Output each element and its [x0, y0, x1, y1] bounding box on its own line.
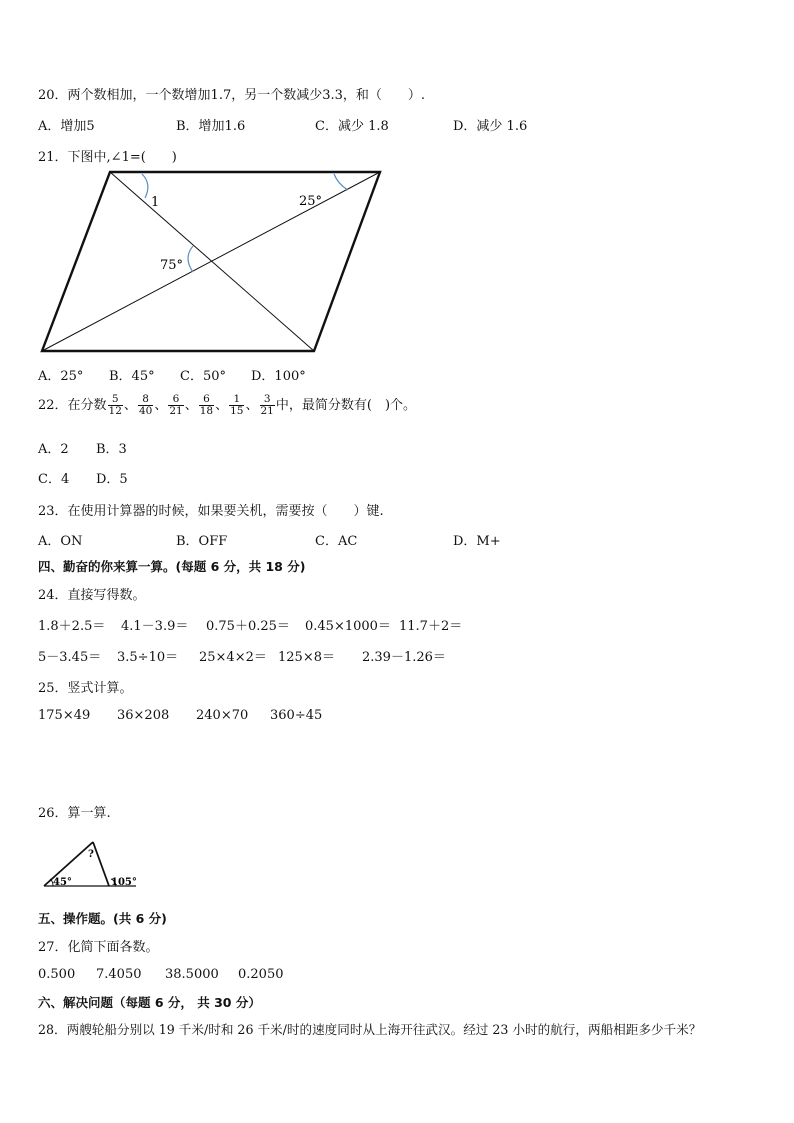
- angle-label-question: ?: [88, 849, 94, 860]
- q24-stem: 24．直接写得数。: [38, 588, 146, 603]
- q25-item: 36×208: [117, 708, 170, 723]
- q20-option-c: C．减少 1.8: [315, 119, 389, 134]
- q27-item: 38.5000: [165, 967, 219, 982]
- q24-row2-item: 125×8＝: [278, 650, 335, 665]
- q23-option-c: C．AC: [315, 534, 358, 549]
- q24-row1-item: 0.75＋0.25＝: [206, 619, 290, 634]
- q22-stem: 22．在分数 $\frac{5}{12}$ 、 $\frac{8}{40}$ 、 $\frac{6}{21}$ 、 $\frac{6}{18}$ 、 $\frac{1}{15}$ 、 $\frac{3}{21}$ 中，最简分数有( )个。: [38, 393, 417, 417]
- q24-row1-item: 1.8＋2.5＝: [38, 619, 106, 634]
- q20-option-a: A．增加5: [38, 119, 95, 134]
- q25-item: 175×49: [38, 708, 91, 723]
- q22-option-b: B．3: [96, 442, 127, 457]
- q22-suffix: 中，最简分数有( )个。: [275, 398, 417, 413]
- q24-row1-item: 11.7＋2＝: [399, 619, 463, 634]
- section4-title: 四、勤奋的你来算一算。(每题 6 分，共 18 分): [38, 559, 306, 574]
- q27-item: 7.4050: [96, 967, 142, 982]
- q21-stem: 21．下图中,∠1=( ): [38, 150, 177, 165]
- parallelogram-figure: [0, 0, 794, 400]
- q21-option-d: D．100°: [251, 369, 306, 384]
- q21-option-a: A．25°: [38, 369, 84, 384]
- q27-item: 0.500: [38, 967, 76, 982]
- angle-label-25: 25°: [299, 194, 323, 209]
- q25-stem: 25．竖式计算。: [38, 681, 133, 696]
- q23-option-b: B．OFF: [176, 534, 228, 549]
- q23-stem: 23．在使用计算器的时候，如果要关机，需要按（ ）键.: [38, 504, 384, 519]
- q26-stem: 26．算一算.: [38, 806, 111, 821]
- q24-row2-item: 25×4×2＝: [199, 650, 267, 665]
- q24-row2-item: 3.5÷10＝: [117, 650, 179, 665]
- diagonal-2: [42, 172, 380, 351]
- fraction: $\frac{3}{21}$: [260, 393, 274, 417]
- angle-arc-25: [334, 174, 348, 190]
- section5-title: 五、操作题。(共 6 分): [38, 911, 167, 926]
- angle-label-1: 1: [151, 195, 160, 210]
- triangle-right-side: [93, 842, 109, 886]
- q20-option-b: B．增加1.6: [176, 119, 246, 134]
- q27-item: 0.2050: [238, 967, 284, 982]
- q22-option-c: C．4: [38, 472, 70, 487]
- fraction: $\frac{6}{21}$: [169, 393, 183, 417]
- angle-label-105: 105°: [111, 877, 137, 888]
- q24-row2-item: 2.39－1.26＝: [362, 650, 446, 665]
- fraction: $\frac{6}{18}$: [199, 393, 214, 417]
- q20-stem: 20．两个数相加，一个数增加1.7，另一个数减少3.3，和（ ）.: [38, 88, 426, 103]
- q22-prefix: 22．在分数: [38, 398, 107, 413]
- angle-arc-75: [188, 246, 193, 272]
- fraction: $\frac{1}{15}$: [230, 393, 244, 417]
- q21-option-c: C．50°: [180, 369, 226, 384]
- section6-title: 六、解决问题（每题 6 分， 共 30 分）: [38, 995, 261, 1010]
- q28-stem: 28．两艘轮船分别以 19 千米/时和 26 千米/时的速度同时从上海开往武汉。经过 23 小时的航行，两船相距多少千米？: [38, 1022, 702, 1037]
- triangle-figure: [0, 830, 200, 900]
- angle-arc-1: [142, 174, 148, 198]
- q22-option-a: A．2: [38, 442, 69, 457]
- q20-option-d: D．减少 1.6: [453, 119, 528, 134]
- q24-row2-item: 5－3.45＝: [38, 650, 102, 665]
- q21-option-b: B．45°: [109, 369, 155, 384]
- q25-item: 240×70: [196, 708, 249, 723]
- angle-label-45: 45°: [53, 877, 72, 888]
- angle-label-75: 75°: [160, 258, 184, 273]
- q27-stem: 27．化简下面各数。: [38, 940, 159, 955]
- q23-option-d: D．M+: [453, 534, 501, 549]
- fraction: $\frac{8}{40}$: [138, 393, 153, 417]
- q24-row1-item: 0.45×1000＝: [305, 619, 391, 634]
- q25-item: 360÷45: [270, 708, 323, 723]
- fraction: $\frac{5}{12}$: [108, 393, 122, 417]
- q22-option-d: D．5: [96, 472, 128, 487]
- q24-row1-item: 4.1－3.9＝: [121, 619, 189, 634]
- q23-option-a: A．ON: [38, 534, 83, 549]
